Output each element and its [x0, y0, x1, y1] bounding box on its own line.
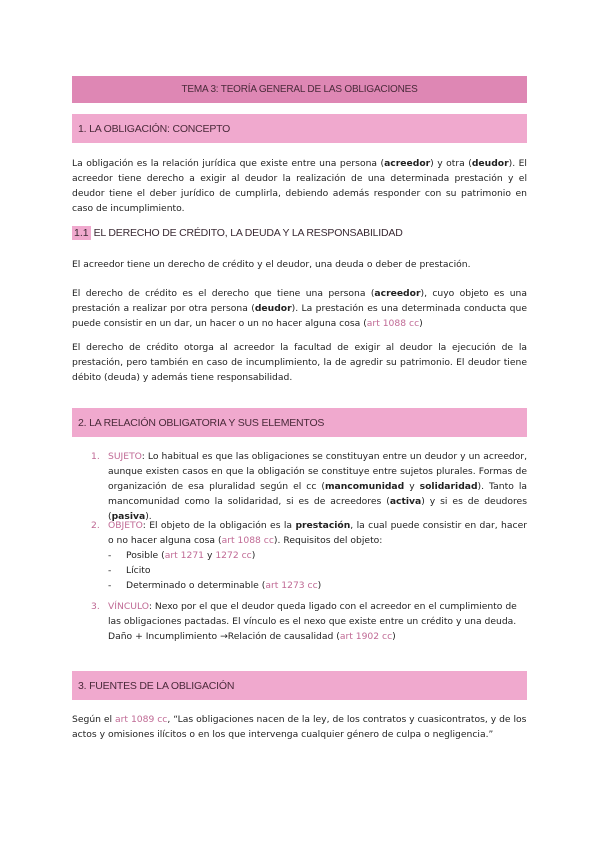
term-acreedor: acreedor — [384, 158, 431, 169]
requisitos-list — [108, 548, 527, 593]
paragraph-sources: Según el art 1089 cc, “Las obligaciones nacen de la ley, de los contratos y cuasicontratos, y de los actos y omisiones ilícitos o en los que intervenga cualquier género de culpa o negligencia.” — [72, 714, 527, 740]
article-reference: art 1088 cc — [221, 535, 274, 546]
section-heading-2: 2. LA RELACIÓN OBLIGATORIA Y SUS ELEMENTOS — [72, 408, 527, 437]
list-marker: 1. — [91, 451, 100, 462]
subsection-number: 1.1 — [74, 227, 89, 239]
section-heading-1: 1. LA OBLIGACIÓN: CONCEPTO — [72, 114, 527, 143]
requisito-item: - Lícito — [108, 565, 151, 576]
paragraph-concept: La obligación es la relación jurídica que existe entre una persona (acreedor) y otra (deudor). El acreedor tiene derecho a exigir al deudor la realización de una determinada prestación y el deudor tiene el deber jurídico de cumplirla, debiendo además responder con su patrimonio en caso de incumplimiento. — [72, 158, 527, 214]
subsection-heading-1-1 — [72, 226, 403, 240]
list-marker: 3. — [91, 601, 100, 612]
element-objeto: 2. OBJETO: El objeto de la obligación es la prestación, la cual puede consistir en dar, hacer o no hacer alguna cosa (art 1088 cc). Requisitos del objeto: - Posible (art 1271 y 1272 cc) - Lícito - Determinado o determinable (art 1273 cc) — [91, 520, 527, 591]
paragraph-responsibility: El derecho de crédito otorga al acreedor la facultad de exigir al deudor la ejecución de la prestación, pero también en caso de incumplimiento, la de agredir su patrimonio. El deudor tiene débito (deuda) y además tiene responsabilidad. — [72, 342, 527, 383]
element-vinculo: 3. VÍNCULO: Nexo por el que el deudor queda ligado con el acreedor en el cumplimiento de las obligaciones pactadas. El vínculo es el nexo que existe entre un crédito y una deuda. Daño + Incumplimiento →Relación de causalidad (art 1902 cc) — [91, 601, 517, 642]
element-sujeto: 1. SUJETO: Lo habitual es que las obligaciones se constituyan entre un deudor y un acreedor, aunque existen casos en que la obligación se constituye entre sujetos plurales. Formas de organización de esa pluralidad según el cc (mancomunidad y solidaridad). Tanto la mancomunidad como la solidaridad, si es de acreedores (activa) y si es de deudores (pasiva). — [91, 451, 528, 522]
element-term: OBJETO — [108, 520, 143, 531]
paragraph-credit-right: El derecho de crédito es el derecho que tiene una persona (acreedor), cuyo objeto es una prestación a realizar por otra persona (deudor). La prestación es una determinada conducta que puede consistir en un dar, un hacer o un no hacer alguna cosa (art 1088 cc) — [72, 288, 527, 329]
term-deudor: deudor — [471, 158, 509, 169]
element-term: VÍNCULO — [108, 601, 149, 612]
document-title: TEMA 3: TEORÍA GENERAL DE LAS OBLIGACIONES — [72, 76, 527, 103]
list-marker: 2. — [91, 520, 100, 531]
subsection-title: EL DERECHO DE CRÉDITO, LA DEUDA Y LA RESPONSABILIDAD — [93, 227, 403, 239]
requisito-item: - Posible (art 1271 y 1272 cc) — [108, 550, 256, 561]
requisito-item: - Determinado o determinable (art 1273 cc) — [108, 580, 322, 591]
paragraph-credit-debt: El acreedor tiene un derecho de crédito y el deudor, una deuda o deber de prestación. — [72, 259, 471, 270]
article-reference: art 1088 cc — [366, 318, 420, 329]
article-reference: art 1902 cc — [339, 631, 393, 642]
element-term: SUJETO — [108, 451, 142, 462]
section-heading-3: 3. FUENTES DE LA OBLIGACIÓN — [72, 671, 527, 700]
article-reference: art 1089 cc — [115, 714, 168, 725]
